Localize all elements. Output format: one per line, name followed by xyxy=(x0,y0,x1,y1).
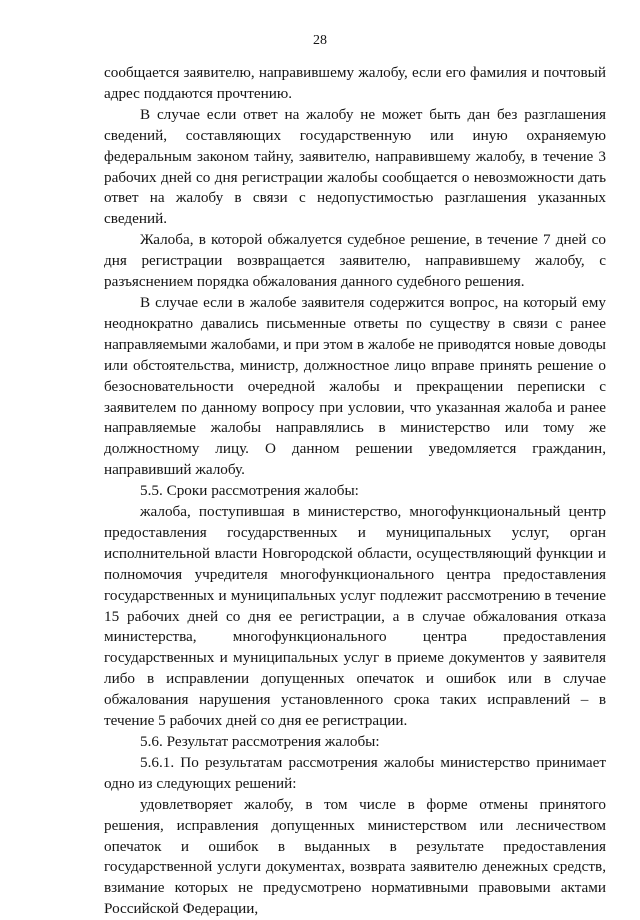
paragraph-review-terms: жалоба, поступившая в министерство, многофункциональный центр предоставления государственных и муниципальных услуг, орган исполнительной власти Новгородской области, осуществляющий функции и полномочия учредителя многофункционального центра предоставления государственных и муниципальных услуг подлежит рассмотрению в течение 15 рабочих дней со дня ее регистрации, а в случае обжалования отказа министерства, многофункционального центра предоставления государственных и муниципальных услуг в приеме документов у заявителя либо в исправлении допущенных опечаток и ошибок или в случае обжалования нарушения установленного срока таких исправлений – в течение 5 рабочих дней со дня ее регистрации. xyxy=(104,503,606,730)
paragraph-satisfies-complaint: удовлетворяет жалобу, в том числе в форме отмены принятого решения, исправления допущенных министерством или лесничеством опечаток и ошибок в выданных в результате предоставления государственной услуги документах, возврата заявителю денежных средств, взимание которых не предусмотрено нормативными правовыми актами Российской Федерации, xyxy=(104,795,606,918)
paragraph-court-decision: Жалоба, в которой обжалуется судебное решение, в течение 7 дней со дня регистрации возвращается заявителю, направившему жалобу, с разъяснением порядка обжалования данного судебного решения. xyxy=(104,231,606,291)
page-number: 28 xyxy=(313,33,327,48)
section-5-5-heading: 5.5. Сроки рассмотрения жалобы: xyxy=(140,482,359,500)
section-5-6-heading: 5.6. Результат рассмотрения жалобы: xyxy=(140,733,380,750)
paragraph-continuation: сообщается заявителю, направившему жалобу, если его фамилия и почтовый адрес поддаются прочтению. xyxy=(104,64,606,102)
document-body xyxy=(104,63,606,920)
paragraph-repeated-complaints: В случае если в жалобе заявителя содержится вопрос, на который ему неоднократно давались письменные ответы по существу в связи с ранее направляемыми жалобами, и при этом в жалобе не приводятся новые доводы или обстоятельства, министр, должностное лицо вправе принять решение о безосновательности очередной жалобы и прекращении переписки с заявителем по данному вопросу при условии, что указанная жалоба и ранее направляемые жалобы направлялись в министерство или тому же должностному лицу. О данном решении уведомляется гражданин, направивший жалобу. xyxy=(104,293,606,479)
section-5-6-1: 5.6.1. По результатам рассмотрения жалобы министерство принимает одно из следующих решений: xyxy=(104,753,606,792)
paragraph-secret-info: В случае если ответ на жалобу не может быть дан без разглашения сведений, составляющих государственную или иную охраняемую федеральным законом тайну, заявителю, направившему жалобу, в течение 3 рабочих дней со дня регистрации жалобы сообщается о невозможности дать ответ на жалобу в связи с недопустимостью разглашения указанных сведений. xyxy=(104,105,606,228)
